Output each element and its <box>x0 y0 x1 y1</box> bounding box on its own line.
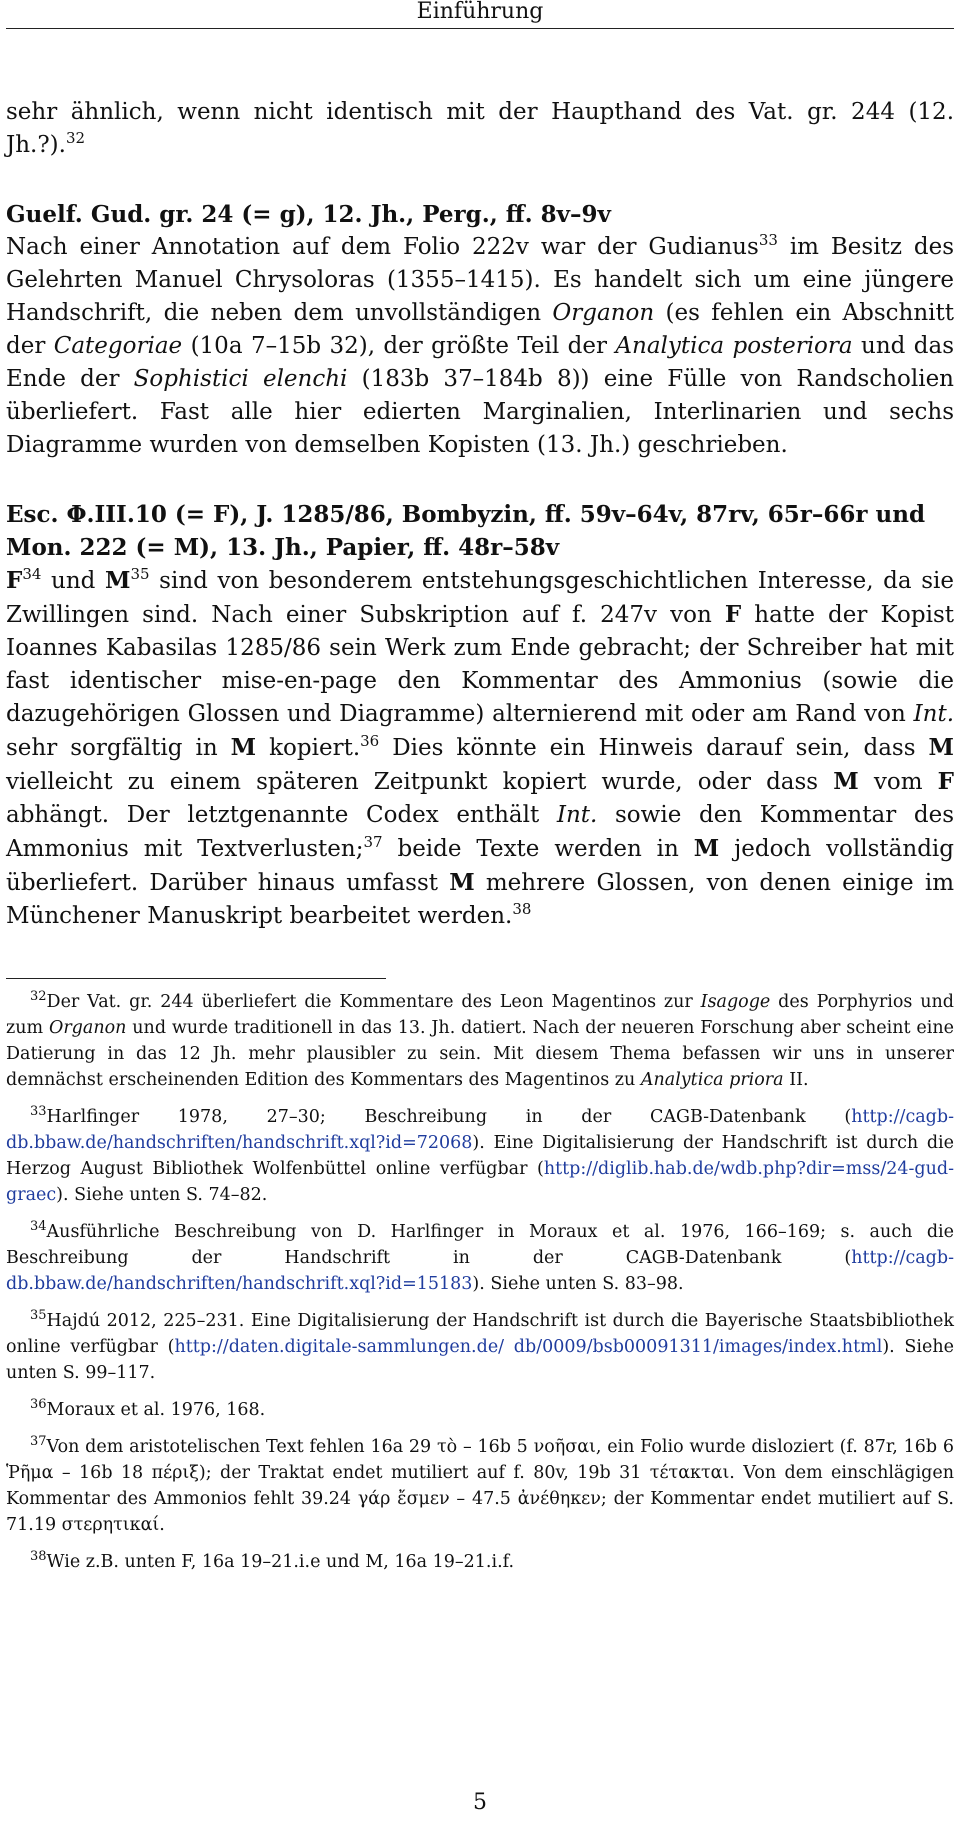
footnote-32: $^{32}$Der Vat. gr. 244 überliefert die Kommentare des Leon Magentinos zur Isagoge des Porphyrios und zum Organon und wurde traditionell in das 13. Jh. datiert. Nach der neueren Forschung aber scheint eine Datierung in das 12 Jh. mehr plausibler zu sein. Mit diesem Thema befassen wir uns in unserer demnächst erscheinenden Edition des Kommentars des Magentinos zu Analytica priora II. <box>6 989 954 1090</box>
footnote-ref-32[interactable]: 32 <box>65 129 86 147</box>
footnote-ref-34[interactable]: 34 <box>22 565 42 583</box>
footnote-ref-35[interactable]: 35 <box>130 565 150 583</box>
footnote-36: $^{36}$Moraux et al. 1976, 168. <box>30 1397 266 1420</box>
section-heading-guelf-gud: Guelf. Gud. gr. 24 (= g), 12. Jh., Perg., ff. 8v–9v <box>6 201 611 228</box>
link-digitale-sammlungen[interactable]: http://daten.digitale-sammlungen.de/ db/0009/bsb00091311/images/index.html <box>174 1337 883 1357</box>
footnote-37: $^{37}$Von dem aristotelischen Text fehlen 16a 29 τὸ – 16b 5 νοῆσαι, ein Folio wurde disloziert (f. 87r, 16b 6 Ῥῆμα – 16b 18 πέριξ); der Traktat endet mutiliert auf f. 80v, 19b 31 τέτακται. Von dem einschlägigen Kommentar des Ammonios fehlt 39.24 γάρ ἔσμεν – 47.5 ἀνέθηκεν; der Kommentar endet mutiliert auf S. 71.19 στερητικαί. <box>6 1434 954 1535</box>
paragraph-gudianus: Nach einer Annotation auf dem Folio 222v war der Gudianus$^{33}$ im Besitz des Gelehrten Manuel Chrysoloras (1355–1415). Es handelt sich um eine jüngere Handschrift, die neben dem unvollständigen Organon (es fehlen ein Abschnitt der Categoriae (10a 7–15b 32), der größte Teil der Analytica posteriora und das Ende der Sophistici elenchi (183b 37–184b 8)) eine Fülle von Randscholien überliefert. Fast alle hier edierten Marginalien, Interlinarien und sechs Diagramme wurden von demselben Kopisten (13. Jh.) geschrieben. <box>6 231 955 458</box>
link-diglib-hab[interactable]: http://diglib.hab.de/wdb.php?dir=mss/24-gud-graec <box>6 1159 954 1205</box>
footnote-rule <box>6 978 386 979</box>
footnote-33: $^{33}$Harlfinger 1978, 27–30; Beschreibung in der CAGB-Datenbank (http://cagb-db.bbaw.de/handschriften/handschrift.xql?id=72068). Eine Digitalisierung der Handschrift ist durch die Herzog August Bibliothek Wolfenbüttel online verfügbar (http://diglib.hab.de/wdb.php?dir=mss/24-gud-graec). Siehe unten S. 74–82. <box>6 1104 954 1205</box>
footnote-ref-38[interactable]: 38 <box>512 900 532 918</box>
footnote-38: $^{38}$Wie z.B. unten F, 16a 19–21.i.e und M, 16a 19–21.i.f. <box>30 1549 515 1572</box>
footnote-ref-33[interactable]: 33 <box>758 231 778 249</box>
footnote-35: $^{35}$Hajdú 2012, 225–231. Eine Digitalisierung der Handschrift ist durch die Bayerische Staatsbibliothek online verfügbar (http://daten.digitale-sammlungen.de/ db/0009/bsb00091311/images/index.html). Siehe unten S. 99–117. <box>6 1308 954 1383</box>
footnotes <box>6 978 954 1586</box>
page-number: 5 <box>473 1790 487 1815</box>
footnote-34: $^{34}$Ausführliche Beschreibung von D. Harlfinger in Moraux et al. 1976, 166–169; s. auch die Beschreibung der Handschrift in der CAGB-Datenbank (http://cagb-db.bbaw.de/handschriften/handschrift.xql?id=15183). Siehe unten S. 83–98. <box>6 1219 954 1294</box>
section-heading-esc-mon: Esc. Φ.III.10 (= F), J. 1285/86, Bombyzin, ff. 59v–64v, 87rv, 65r–66r und Mon. 222 (= M), 13. Jh., Papier, ff. 48r–58v <box>6 501 926 561</box>
link-cagb-15183[interactable]: http://cagb-db.bbaw.de/handschriften/handschrift.xql?id=15183 <box>6 1248 954 1294</box>
running-head: Einführung <box>6 0 954 29</box>
paragraph-twins: $F^{34}$ und $M^{35}$ sind von besonderem entstehungsgeschichtlichen Interesse, da sie Zwillingen sind. Nach einer Subskription auf f. 247v von F hatte der Kopist Ioannes Kabasilas 1285/86 sein Werk zum Ende gebracht; der Schreiber hat mit fast identischer mise-en-page den Kommentar des Ammonius (sowie die dazugehörigen Glossen und Diagramme) alternierend mit oder am Rand von Int. sehr sorgfältig in M kopiert.$^{36}$ Dies könnte ein Hinweis darauf sein, dass M vielleicht zu einem späteren Zeitpunkt kopiert wurde, oder dass M vom F abhängt. Der letztgenannte Codex enthält Int. sowie den Kommentar des Ammonius mit Textverlusten;$^{37}$ beide Texte werden in M jedoch vollständig überliefert. Darüber hinaus umfasst M mehrere Glossen, von denen einige im Münchener Manuskript bearbeitet werden.$^{38}$ <box>6 565 955 929</box>
link-cagb-72068[interactable]: http://cagb-db.bbaw.de/handschriften/handschrift.xql?id=72068 <box>6 1107 954 1153</box>
paragraph-continuation: sehr ähnlich, wenn nicht identisch mit der Haupthand des Vat. gr. 244 (12. Jh.?).$^{32}$ <box>6 99 954 158</box>
main-text <box>6 96 954 933</box>
footnote-ref-37[interactable]: 37 <box>363 833 383 851</box>
footnote-ref-36[interactable]: 36 <box>360 732 380 750</box>
